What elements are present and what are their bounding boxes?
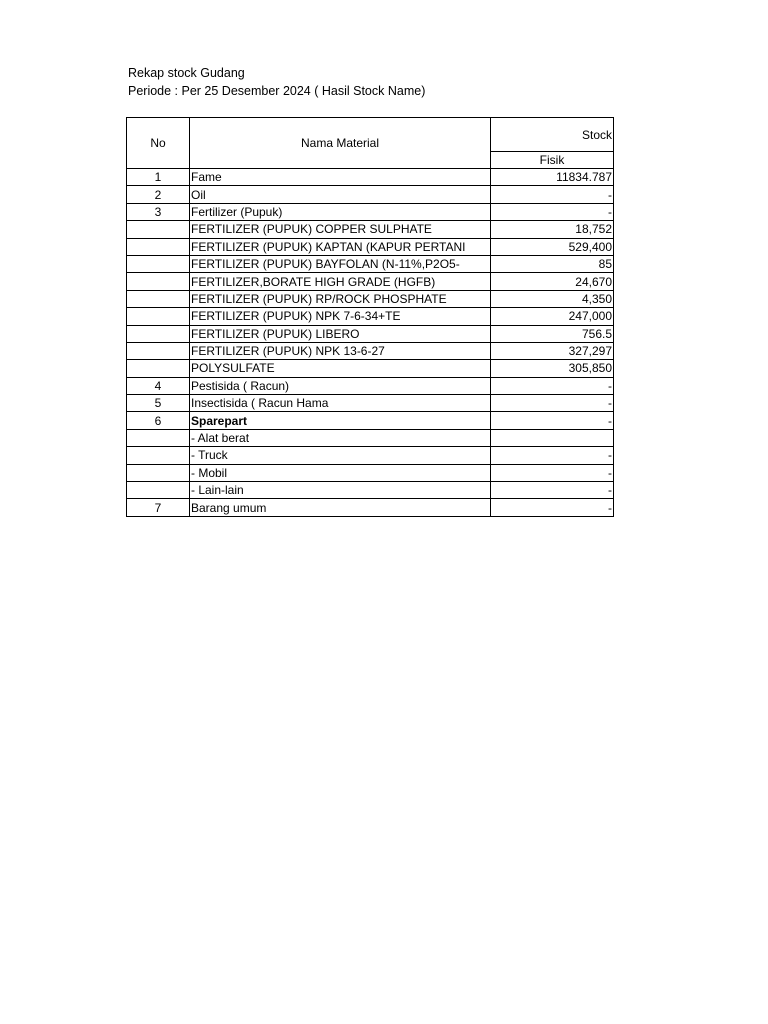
report-header [128,65,425,100]
row-number-cell [127,360,190,377]
row-number-cell: 7 [127,499,190,516]
stock-fisik-cell: 305,850 [491,360,614,377]
stock-fisik-cell: 18,752 [491,221,614,238]
material-name-cell: FERTILIZER (PUPUK) LIBERO [190,325,491,342]
material-name-cell: Insectisida ( Racun Hama [190,395,491,412]
row-number-cell [127,464,190,481]
material-name-cell: Oil [190,186,491,203]
table-row [127,464,614,481]
stock-table [126,117,614,517]
material-name-cell: FERTILIZER (PUPUK) KAPTAN (KAPUR PERTANI [190,238,491,255]
material-name-cell: - Alat berat [190,429,491,446]
stock-fisik-cell: - [491,482,614,499]
table-row [127,238,614,255]
table-row [127,412,614,429]
column-header-fisik: Fisik [491,152,614,169]
material-name-cell: Pestisida ( Racun) [190,377,491,394]
table-row [127,325,614,342]
stock-fisik-cell: - [491,395,614,412]
column-header-nama-material: Nama Material [190,118,491,169]
row-number-cell: 3 [127,203,190,220]
material-name-cell: FERTILIZER (PUPUK) NPK 7-6-34+TE [190,308,491,325]
row-number-cell [127,447,190,464]
material-name-cell: - Mobil [190,464,491,481]
table-header-row [127,118,614,152]
stock-fisik-cell: 247,000 [491,308,614,325]
stock-fisik-cell: - [491,377,614,394]
table-row [127,273,614,290]
stock-fisik-cell: 327,297 [491,342,614,359]
stock-fisik-cell: - [491,186,614,203]
report-title: Rekap stock Gudang [128,66,245,80]
table-row [127,499,614,516]
column-header-stock: Stock [491,118,614,152]
material-name-cell: FERTILIZER (PUPUK) COPPER SULPHATE [190,221,491,238]
row-number-cell [127,308,190,325]
material-name-cell: Sparepart [190,412,491,429]
table-row [127,482,614,499]
stock-fisik-cell: - [491,499,614,516]
material-name-cell: - Lain-lain [190,482,491,499]
stock-fisik-cell: 4,350 [491,290,614,307]
material-name-cell: FERTILIZER (PUPUK) RP/ROCK PHOSPHATE [190,290,491,307]
table-row [127,255,614,272]
table-row [127,342,614,359]
table-row [127,360,614,377]
table-row [127,290,614,307]
stock-fisik-cell: 85 [491,255,614,272]
table-row [127,203,614,220]
row-number-cell [127,325,190,342]
row-number-cell [127,273,190,290]
row-number-cell: 5 [127,395,190,412]
row-number-cell [127,221,190,238]
table-row [127,429,614,446]
row-number-cell: 2 [127,186,190,203]
stock-fisik-cell [491,429,614,446]
stock-fisik-cell: 756.5 [491,325,614,342]
report-period: Periode : Per 25 Desember 2024 ( Hasil Stock Name) [128,83,426,98]
row-number-cell [127,429,190,446]
stock-fisik-cell: 11834.787 [491,169,614,186]
row-number-cell [127,482,190,499]
stock-fisik-cell: 529,400 [491,238,614,255]
material-name-cell: - Truck [190,447,491,464]
material-name-cell: Fertilizer (Pupuk) [190,203,491,220]
table-row [127,308,614,325]
table-row [127,169,614,186]
material-name-cell: Barang umum [190,499,491,516]
table-row [127,377,614,394]
material-name-cell: Fame [190,169,491,186]
table-row [127,395,614,412]
stock-fisik-cell: - [491,464,614,481]
material-name-cell: FERTILIZER,BORATE HIGH GRADE (HGFB) [190,273,491,290]
stock-fisik-cell: - [491,447,614,464]
row-number-cell: 6 [127,412,190,429]
table-row [127,221,614,238]
column-header-no: No [127,118,190,169]
row-number-cell [127,238,190,255]
row-number-cell [127,342,190,359]
table-row [127,186,614,203]
row-number-cell: 1 [127,169,190,186]
stock-fisik-cell: - [491,412,614,429]
material-name-cell: FERTILIZER (PUPUK) NPK 13-6-27 [190,342,491,359]
material-name-cell: FERTILIZER (PUPUK) BAYFOLAN (N-11%,P2O5- [190,255,491,272]
row-number-cell [127,255,190,272]
material-name-cell: POLYSULFATE [190,360,491,377]
table-row [127,447,614,464]
stock-fisik-cell: - [491,203,614,220]
row-number-cell: 4 [127,377,190,394]
stock-fisik-cell: 24,670 [491,273,614,290]
row-number-cell [127,290,190,307]
